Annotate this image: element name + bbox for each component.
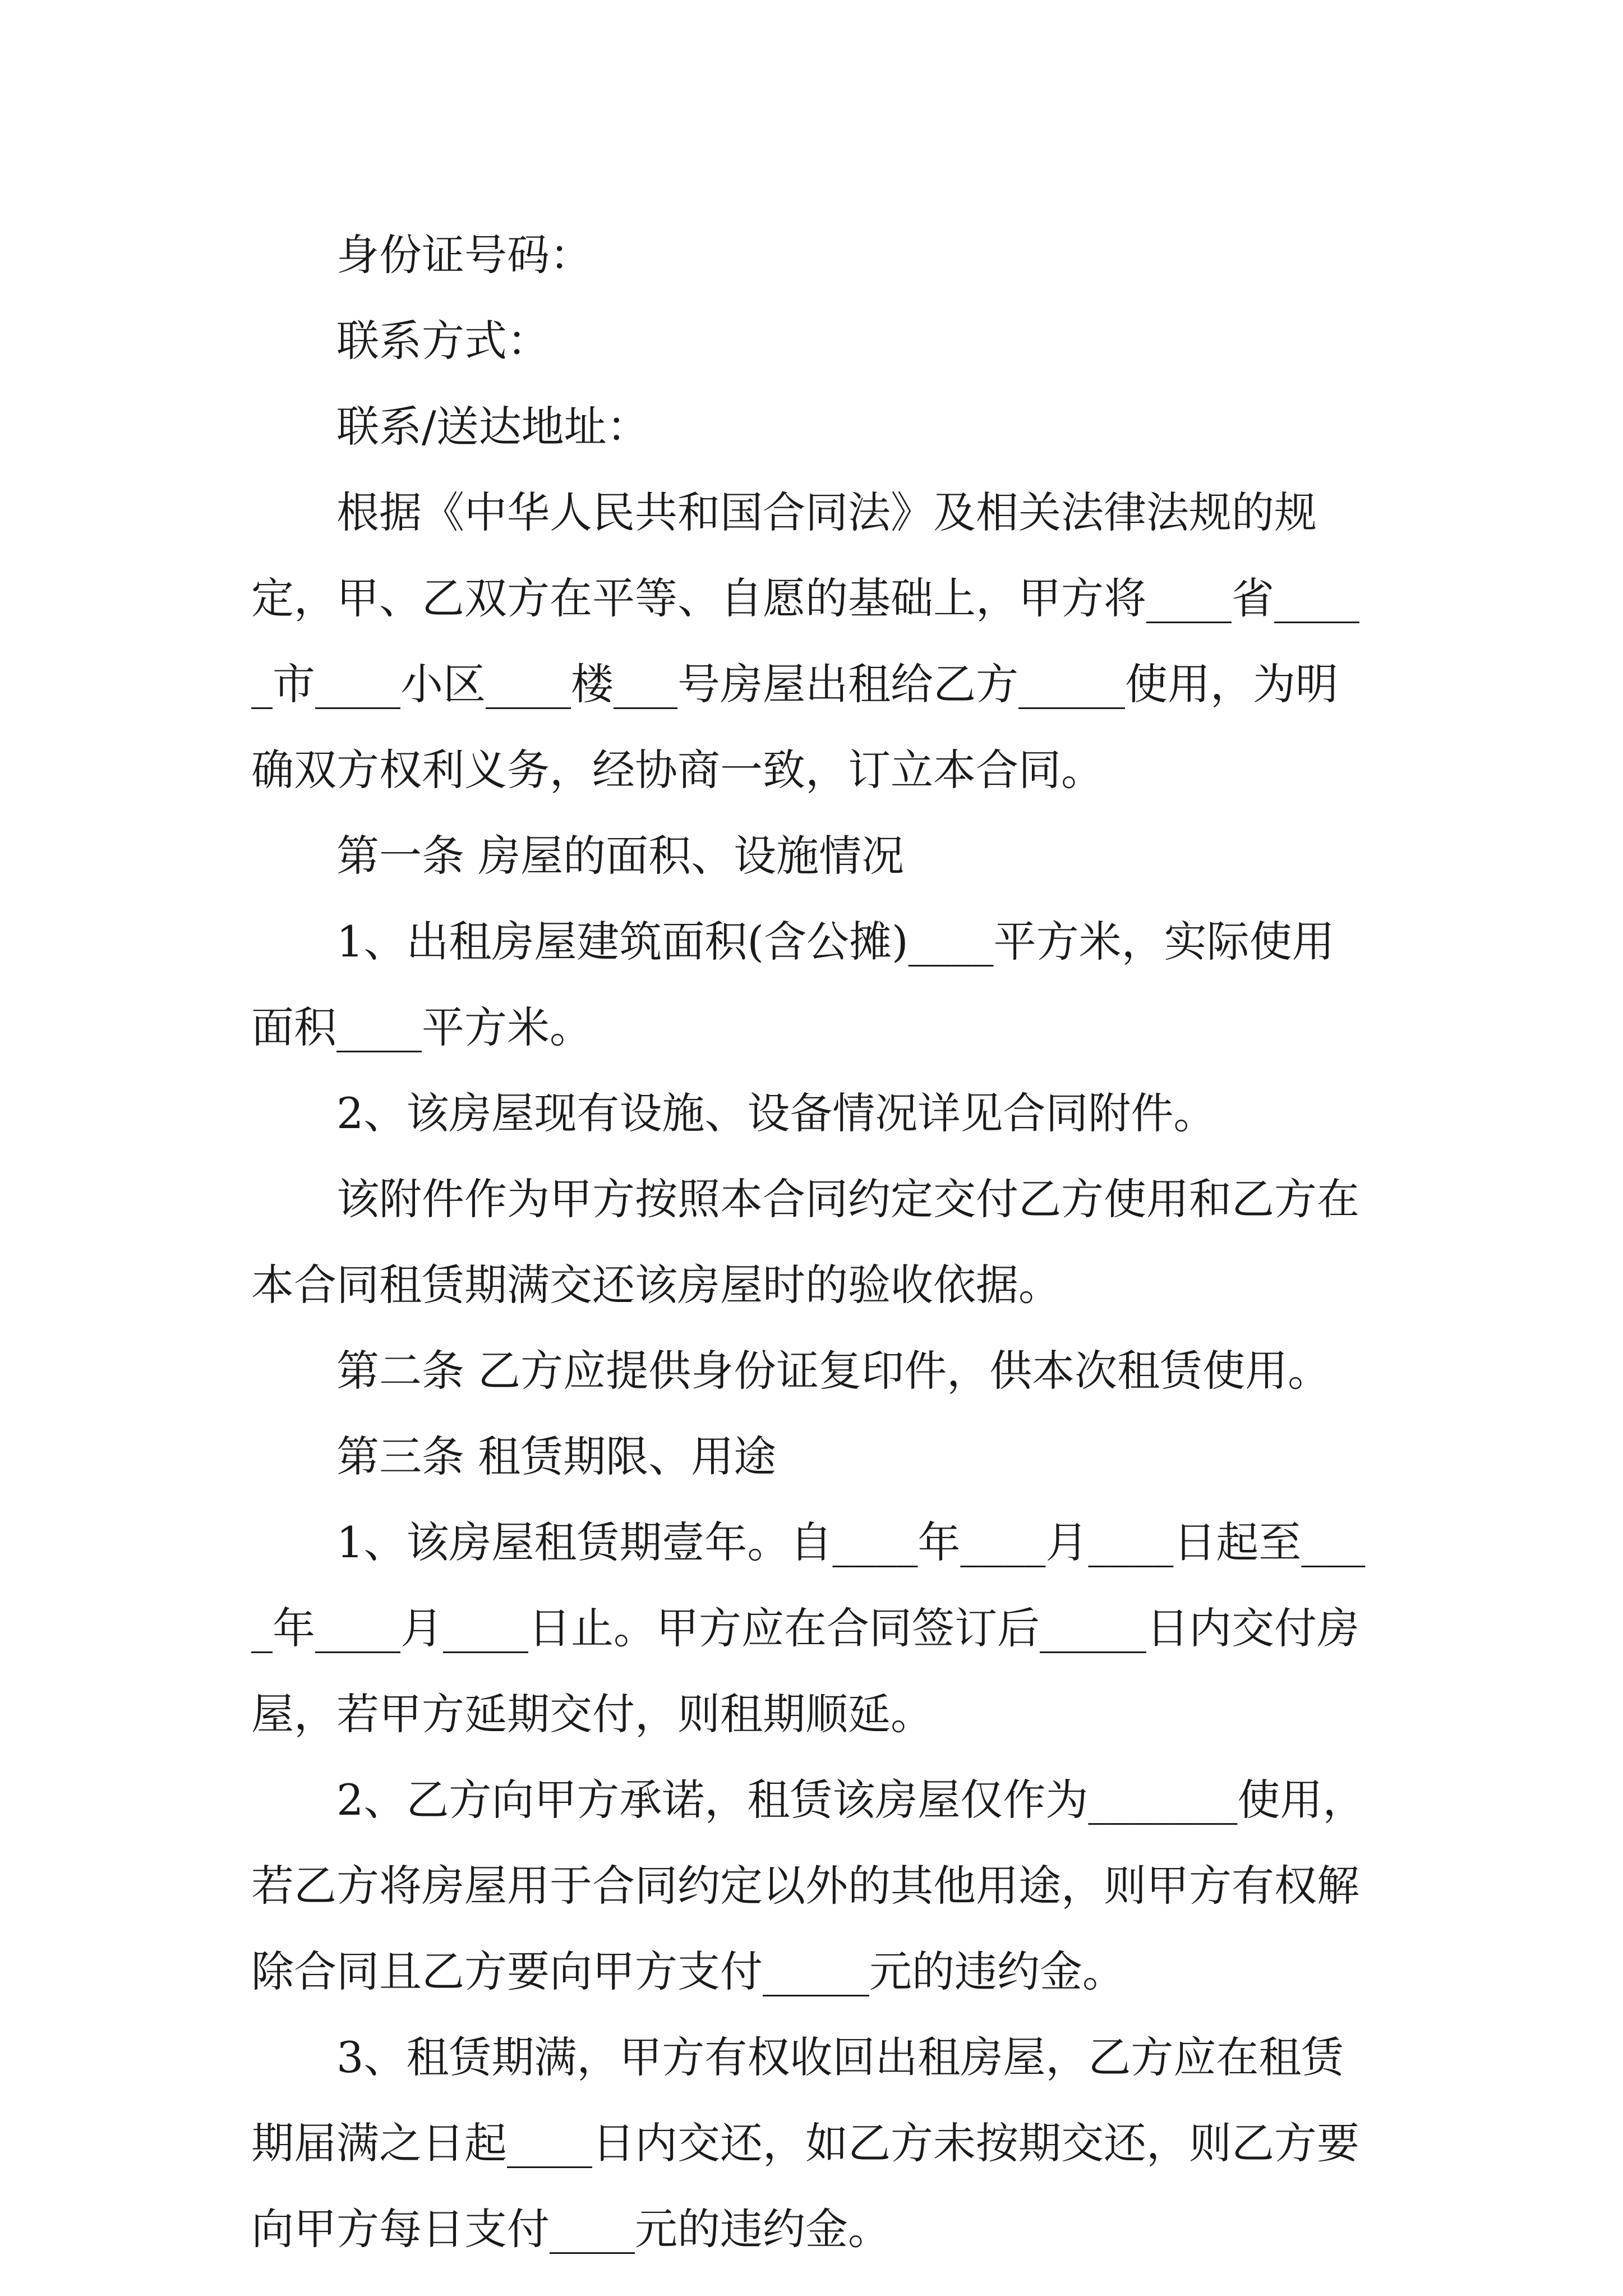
article-3-clause-3: 3、租赁期满，甲方有权收回出租房屋，乙方应在租赁期届满之日起____日内交还，如乙方未按期交还，则乙方要向甲方每日支付____元的违约金。	[251, 2032, 1359, 2254]
article-1-clause-1: 1、出租房屋建筑面积(含公摊)____平方米，实际使用面积____平方米。	[251, 917, 1335, 1052]
preamble-paragraph: 根据《中华人民共和国合同法》及相关法律法规的规定，甲、乙双方在平等、自愿的基础上，甲方将____省_____市____小区____楼___号房屋出租给乙方_____使用，为明确双方权利义务，经协商一致，订立本合同。	[251, 487, 1359, 795]
attachment-note: 该附件作为甲方按照本合同约定交付乙方使用和乙方在本合同租赁期满交还该房屋时的验收依据。	[251, 1174, 1359, 1310]
contact-line: 联系方式：	[336, 316, 550, 366]
article-2: 第二条 乙方应提供身份证复印件，供本次租赁使用。	[336, 1346, 1331, 1396]
address-line: 联系/送达地址：	[336, 402, 649, 452]
article-1-heading: 第一条 房屋的面积、设施情况	[336, 831, 905, 881]
id-number-line: 身份证号码：	[336, 230, 592, 280]
article-3-heading: 第三条 租赁期限、用途	[336, 1432, 777, 1481]
article-1-clause-2: 2、该房屋现有设施、设备情况详见合同附件。	[336, 1088, 1216, 1138]
article-3-clause-1: 1、该房屋租赁期壹年。自____年____月____日起至____年____月____日止。甲方应在合同签订后_____日内交付房屋，若甲方延期交付，则租期顺延。	[251, 1517, 1366, 1739]
document-body	[251, 212, 1373, 2272]
article-3-clause-2: 2、乙方向甲方承诺，租赁该房屋仅作为_______使用，若乙方将房屋用于合同约定以外的其他用途，则甲方有权解除合同且乙方要向甲方支付_____元的违约金。	[251, 1775, 1366, 1996]
